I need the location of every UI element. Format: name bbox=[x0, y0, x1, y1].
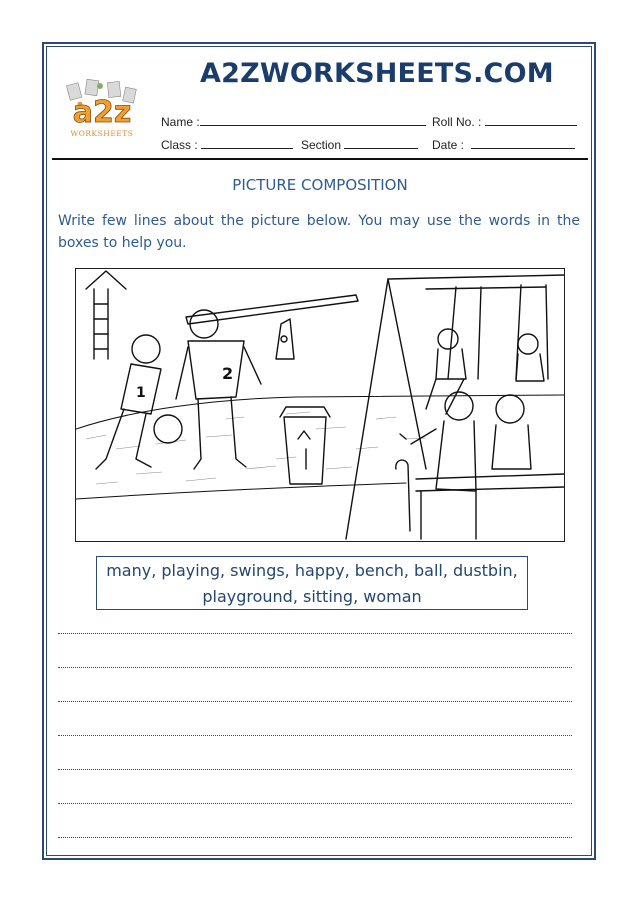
worksheet-title: PICTURE COMPOSITION bbox=[232, 176, 408, 194]
name-field[interactable] bbox=[161, 114, 426, 129]
word-hint-line-1: many, playing, swings, happy, bench, ball, dustbin, bbox=[106, 561, 518, 580]
site-title: A2ZWORKSHEETS.COM bbox=[200, 58, 554, 89]
answer-line[interactable] bbox=[58, 803, 572, 804]
date-input-line[interactable] bbox=[471, 137, 575, 149]
class-label: Class : bbox=[161, 138, 198, 152]
section-field[interactable] bbox=[301, 137, 418, 152]
word-hint-line-2: playground, sitting, woman bbox=[202, 587, 422, 606]
answer-line[interactable] bbox=[58, 735, 572, 736]
name-input-line[interactable] bbox=[200, 114, 426, 126]
class-field[interactable] bbox=[161, 137, 293, 152]
logo-wordmark: a2z bbox=[72, 95, 132, 130]
class-input-line[interactable] bbox=[201, 137, 293, 149]
header-divider bbox=[52, 158, 588, 160]
name-label: Name : bbox=[161, 115, 200, 129]
roll-input-line[interactable] bbox=[485, 114, 577, 126]
playground-picture bbox=[75, 268, 565, 542]
section-input-line[interactable] bbox=[344, 137, 418, 149]
answer-line[interactable] bbox=[58, 769, 572, 770]
jersey-number-2: 2 bbox=[222, 364, 234, 383]
answer-line[interactable] bbox=[58, 667, 572, 668]
date-label: Date : bbox=[432, 138, 465, 152]
roll-field[interactable] bbox=[432, 114, 577, 129]
a2z-logo bbox=[60, 78, 144, 140]
logo-subtext: WORKSHEETS bbox=[70, 129, 134, 138]
roll-label: Roll No. : bbox=[432, 115, 482, 129]
answer-line[interactable] bbox=[58, 633, 572, 634]
word-hint-box bbox=[96, 556, 528, 610]
date-field[interactable] bbox=[432, 137, 575, 152]
jersey-number-1: 1 bbox=[136, 385, 146, 401]
answer-line[interactable] bbox=[58, 701, 572, 702]
instruction-text: Write few lines about the picture below. You may use the words in the boxes to help you. bbox=[58, 213, 580, 251]
section-label: Section bbox=[301, 138, 342, 152]
answer-line[interactable] bbox=[58, 837, 572, 838]
